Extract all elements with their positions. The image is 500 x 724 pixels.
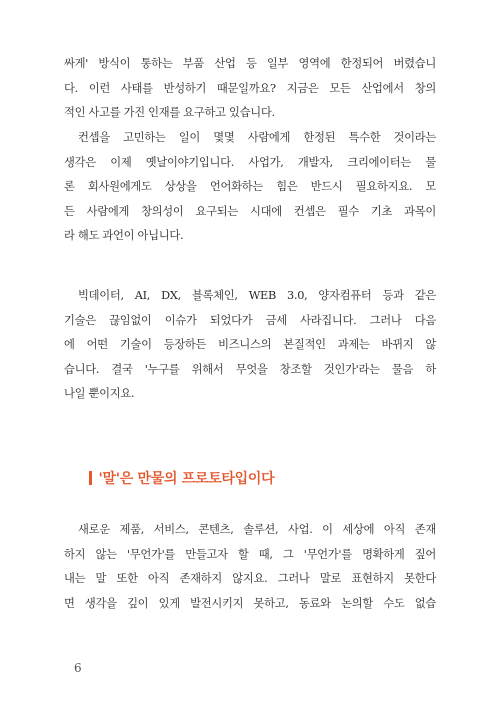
text-line: 빅데이터, AI, DX, 블록체인, WEB 3.0, 양자컴퓨터 등과 같은 bbox=[78, 289, 436, 302]
text-line: 면 생각을 깊이 있게 발전시키지 못하고, 동료와 논의할 수도 없습 bbox=[64, 596, 436, 610]
text-line: 든 사람에게 창의성이 요구되는 시대에 컨셉은 필수 기초 과목이 bbox=[64, 204, 436, 218]
text-line: 생각은 이제 옛날이야기입니다. 사업가, 개발자, 크리에이터는 물 bbox=[64, 155, 436, 169]
text-line: 기술은 끊임없이 이슈가 되었다가 금세 사라집니다. 그러나 다음 bbox=[64, 313, 436, 327]
text-line: 싸게' 방식이 통하는 부품 산업 등 일부 영역에 한정되어 버렸습니 bbox=[64, 57, 436, 70]
text-line: 론 회사원에게도 상상을 언어화하는 힘은 반드시 필요하지요. 모 bbox=[64, 180, 436, 194]
text-line: 새로운 제품, 서비스, 콘텐츠, 솔루션, 사업. 이 세상에 아직 존재 bbox=[78, 523, 436, 536]
text-line: 컨셉을 고민하는 일이 몇몇 사람에게 한정된 특수한 것이라는 bbox=[78, 131, 436, 144]
text-line: 내는 말 또한 아직 존재하지 않지요. 그러나 말로 표현하지 못한다 bbox=[64, 572, 436, 586]
text-line: 라 해도 과언이 아닙니다. bbox=[64, 229, 184, 243]
section-heading bbox=[89, 466, 274, 490]
text-line: 다. 이런 사태를 반성하기 때문일까요? 지금은 모든 산업에서 창의 bbox=[64, 81, 436, 95]
paragraph-3 bbox=[64, 284, 436, 407]
paragraph-1 bbox=[64, 52, 436, 126]
text-line: 적인 사고를 가진 인재를 요구하고 있습니다. bbox=[64, 106, 275, 120]
page-number: 6 bbox=[74, 661, 82, 675]
text-line: 하지 않는 '무언가'를 만들고자 할 때, 그 '무언가'를 명확하게 짚어 bbox=[64, 547, 436, 561]
text-line: 나일 뿐이지요. bbox=[64, 387, 135, 401]
text-line: 습니다. 결국 '누구를 위해서 무엇을 창조할 것인가'라는 물음 하 bbox=[64, 362, 436, 376]
paragraph-2 bbox=[64, 126, 436, 249]
heading-bar-icon bbox=[89, 471, 92, 485]
paragraph-4 bbox=[64, 518, 436, 616]
text-line: 에 어떤 기술이 등장하든 비즈니스의 본질적인 과제는 바뀌지 않 bbox=[64, 338, 436, 352]
section-heading-text: '말'은 만물의 프로토타입이다 bbox=[98, 471, 275, 487]
